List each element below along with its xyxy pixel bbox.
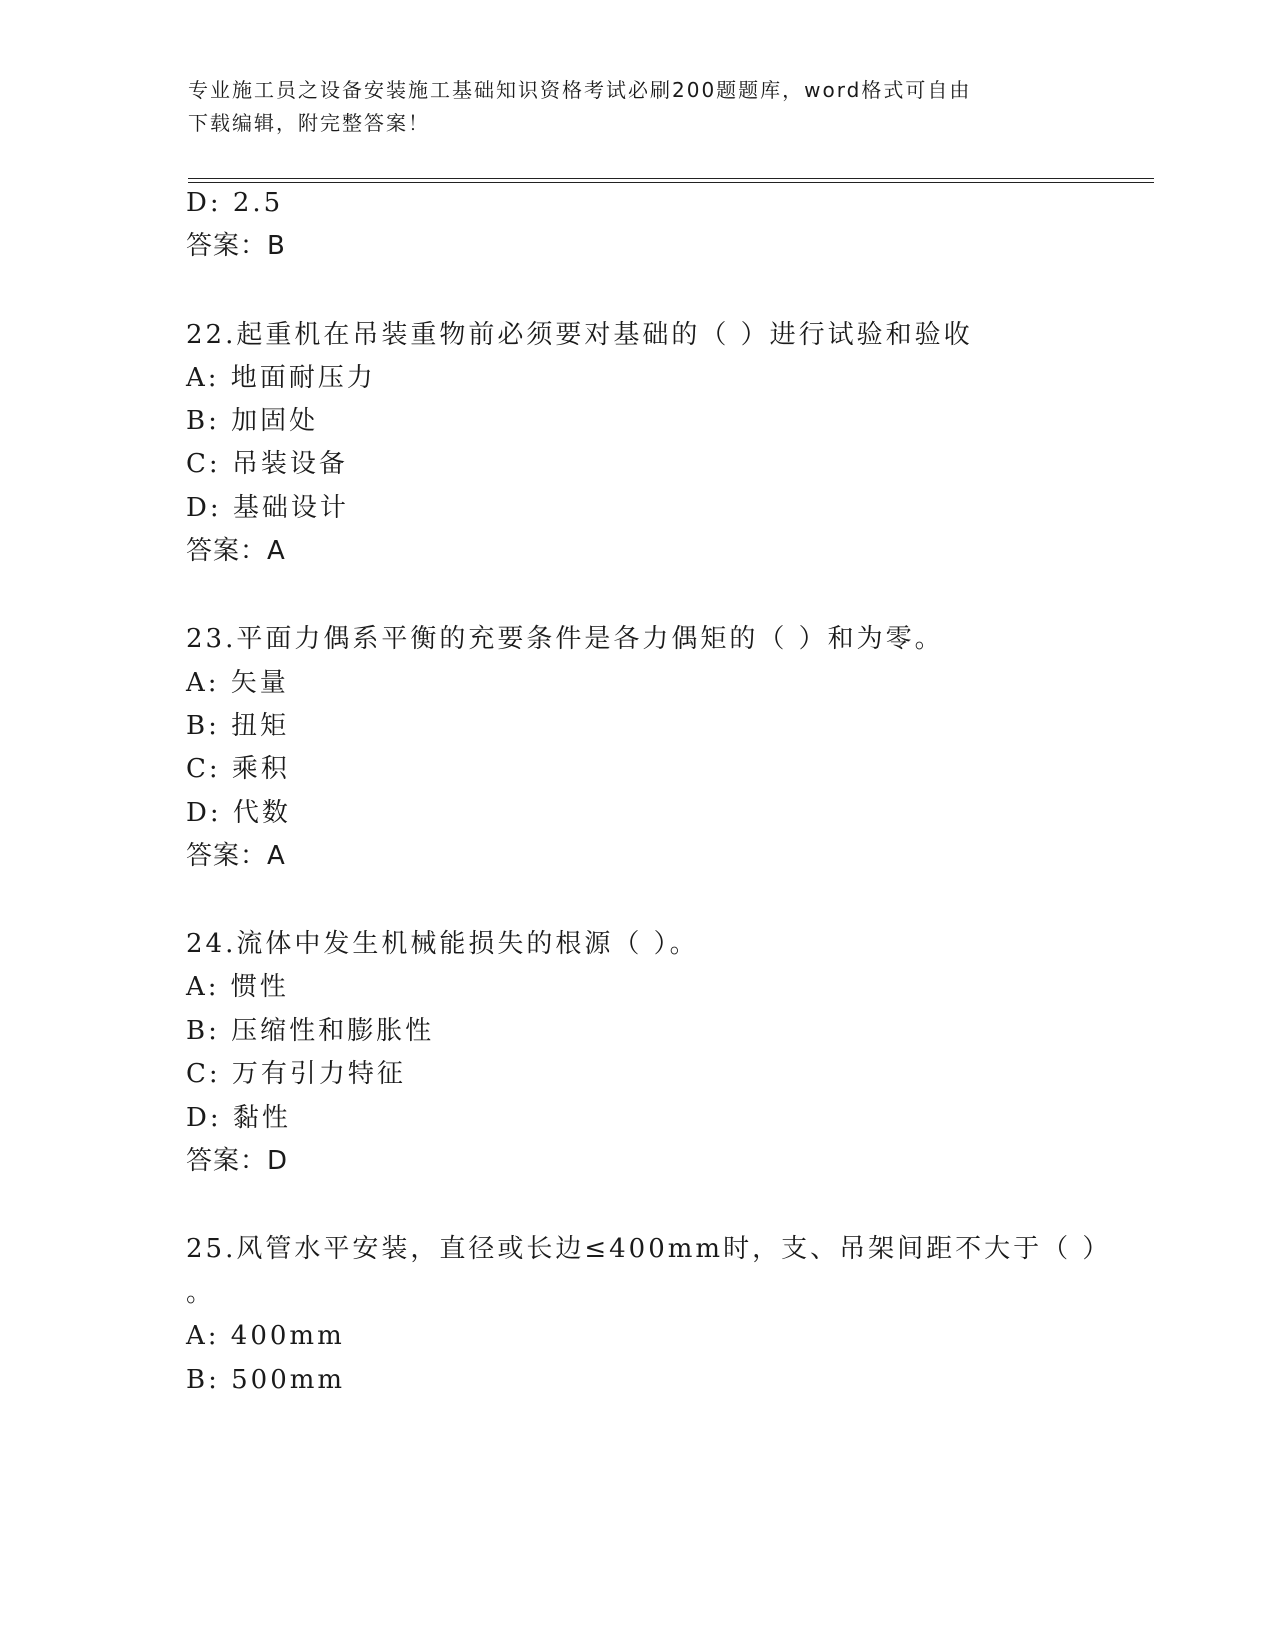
question-stem: 22.起重机在吊装重物前必须要对基础的（ ）进行试验和验收: [186, 320, 973, 350]
option-d: D: 黏性: [186, 1103, 291, 1133]
header-line-1: 专业施工员之设备安装施工基础知识资格考试必刷200题题库，word格式可自由: [188, 78, 972, 102]
option-a: A: 惯性: [186, 972, 289, 1002]
option-a: A: 地面耐压力: [186, 363, 376, 393]
option-c: C: 乘积: [186, 754, 290, 784]
header-rule-top: [188, 178, 1154, 179]
option-c: C: 万有引力特征: [186, 1059, 406, 1089]
option-a: A: 400mm: [186, 1321, 345, 1351]
header-rule-bottom: [188, 182, 1154, 183]
option-d: D: 代数: [186, 798, 291, 828]
option-c: C: 吊装设备: [186, 449, 348, 479]
option-b: B: 扭矩: [186, 711, 290, 741]
option-b: B: 500mm: [186, 1365, 346, 1395]
document-header: [188, 74, 1088, 140]
question-stem-continuation: 。: [186, 1278, 216, 1308]
header-line-2: 下载编辑，附完整答案！: [188, 111, 430, 135]
option-a: A: 矢量: [186, 668, 289, 698]
option-b: B: 加固处: [186, 406, 319, 436]
option-d: D: 基础设计: [186, 493, 349, 523]
option-d: D: 2.5: [186, 188, 284, 218]
answer-line: 答案：A: [186, 841, 286, 871]
answer-line: 答案：B: [186, 231, 286, 261]
question-stem: 25.风管水平安装，直径或长边≤400mm时，支、吊架间距不大于（ ）: [186, 1234, 1112, 1264]
answer-line: 答案：A: [186, 536, 286, 566]
answer-line: 答案：D: [186, 1146, 289, 1176]
question-stem: 23.平面力偶系平衡的充要条件是各力偶矩的（ ）和为零。: [186, 624, 944, 654]
question-stem: 24.流体中发生机械能损失的根源（ ）。: [186, 929, 699, 959]
option-b: B: 压缩性和膨胀性: [186, 1016, 435, 1046]
